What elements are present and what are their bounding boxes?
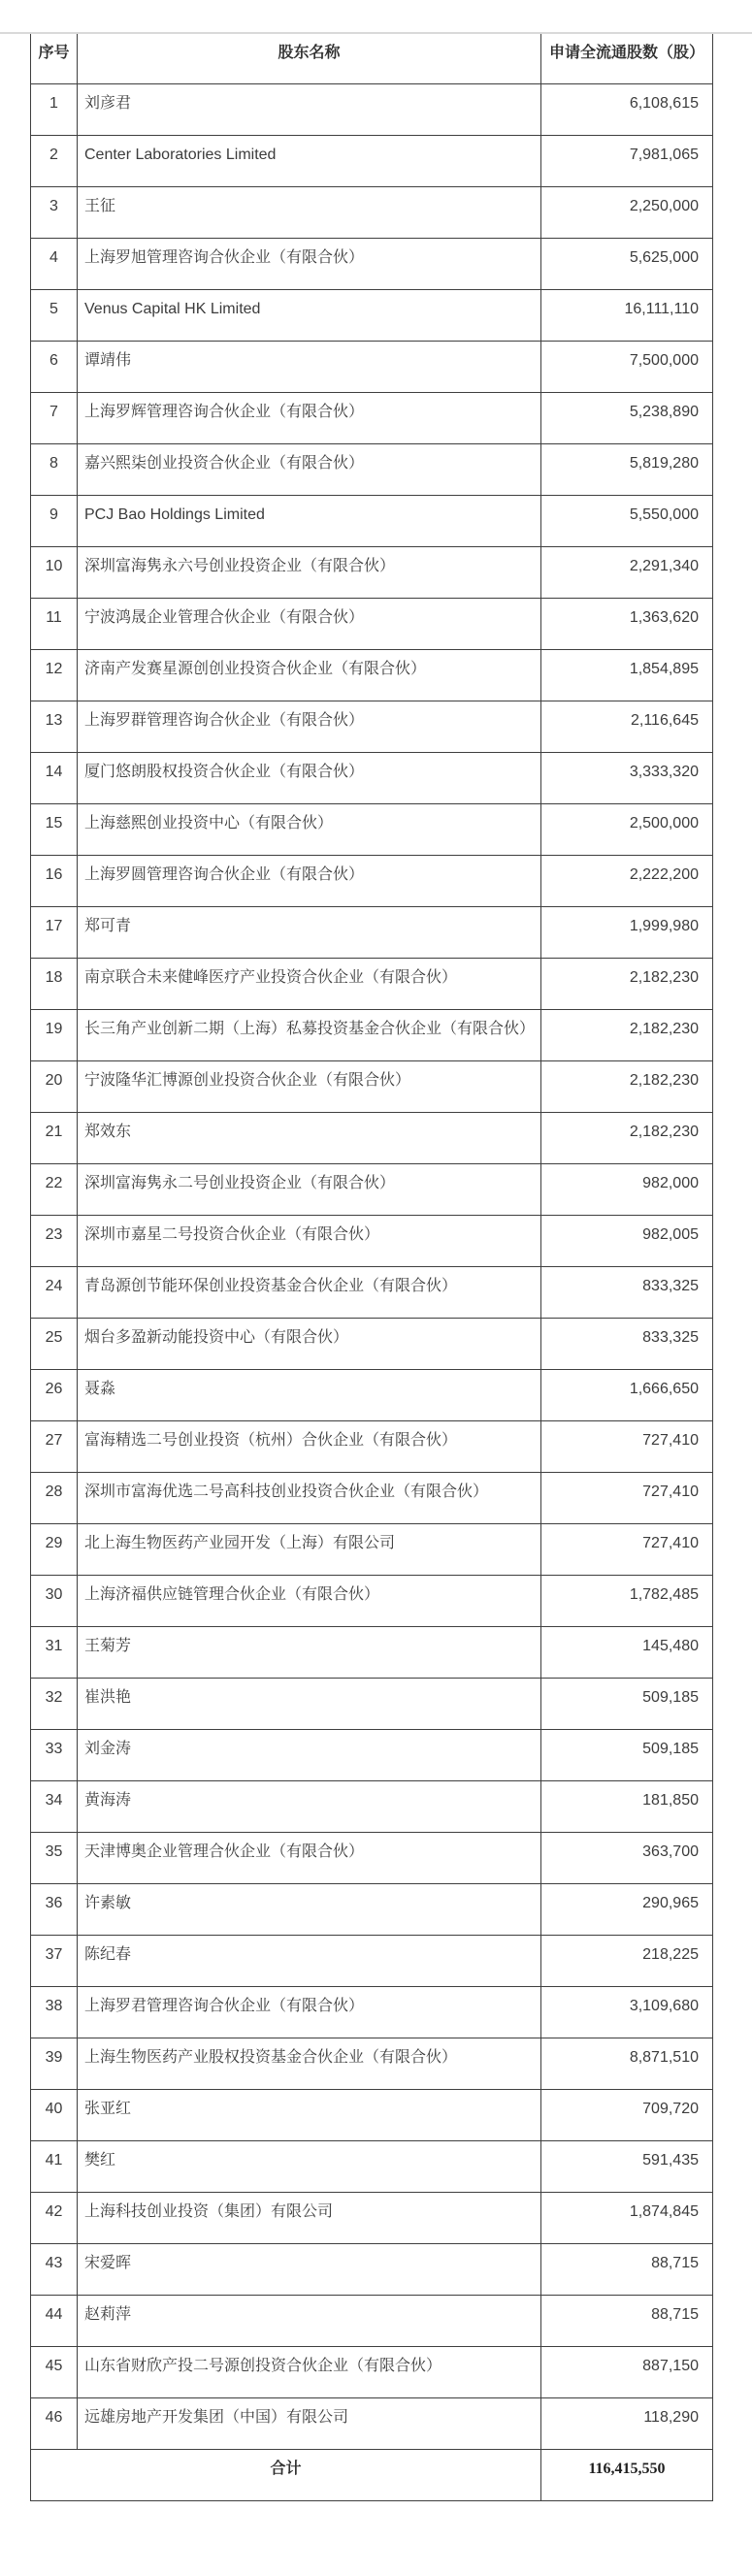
shares-cell: 1,874,845 (541, 2193, 713, 2244)
row-index-cell: 21 (31, 1113, 78, 1164)
shares-cell: 88,715 (541, 2244, 713, 2296)
total-value: 116,415,550 (541, 2450, 713, 2501)
table-total-row (31, 2450, 713, 2501)
shareholder-name-cell: 谭靖伟 (78, 342, 541, 393)
row-index-cell: 25 (31, 1319, 78, 1370)
table-header-row (31, 33, 713, 84)
row-index-cell: 29 (31, 1524, 78, 1576)
table-row (31, 1164, 713, 1216)
table-row (31, 1113, 713, 1164)
shareholder-name-cell: 张亚红 (78, 2090, 541, 2141)
table-row (31, 753, 713, 804)
row-index-cell: 26 (31, 1370, 78, 1421)
shareholder-name-cell: Venus Capital HK Limited (78, 290, 541, 342)
shares-cell: 6,108,615 (541, 84, 713, 136)
shareholder-name-cell: 南京联合未来健峰医疗产业投资合伙企业（有限合伙） (78, 959, 541, 1010)
row-index-cell: 35 (31, 1833, 78, 1884)
shares-cell: 727,410 (541, 1473, 713, 1524)
shareholder-name-cell: 刘金涛 (78, 1730, 541, 1781)
row-index-cell: 28 (31, 1473, 78, 1524)
table-row (31, 1884, 713, 1936)
table-row (31, 650, 713, 701)
total-label: 合计 (31, 2450, 541, 2501)
shares-cell: 833,325 (541, 1319, 713, 1370)
shares-cell: 5,550,000 (541, 496, 713, 547)
shareholder-name-cell: 厦门悠朗股权投资合伙企业（有限合伙） (78, 753, 541, 804)
shares-cell: 2,116,645 (541, 701, 713, 753)
table-row (31, 1627, 713, 1679)
row-index-cell: 22 (31, 1164, 78, 1216)
row-index-cell: 36 (31, 1884, 78, 1936)
row-index-cell: 17 (31, 907, 78, 959)
row-index-cell: 23 (31, 1216, 78, 1267)
shares-cell: 7,981,065 (541, 136, 713, 187)
shares-cell: 727,410 (541, 1524, 713, 1576)
shares-cell: 1,999,980 (541, 907, 713, 959)
table-row (31, 959, 713, 1010)
row-index-cell: 43 (31, 2244, 78, 2296)
row-index-cell: 6 (31, 342, 78, 393)
row-index-cell: 16 (31, 856, 78, 907)
row-index-cell: 13 (31, 701, 78, 753)
row-index-cell: 3 (31, 187, 78, 239)
table-row (31, 547, 713, 599)
column-header-name: 股东名称 (78, 33, 541, 84)
shares-cell: 2,500,000 (541, 804, 713, 856)
shareholder-name-cell: 郑可青 (78, 907, 541, 959)
row-index-cell: 11 (31, 599, 78, 650)
table-row (31, 1730, 713, 1781)
row-index-cell: 27 (31, 1421, 78, 1473)
shareholder-name-cell: 济南产发赛星源创创业投资合伙企业（有限合伙） (78, 650, 541, 701)
shares-cell: 5,625,000 (541, 239, 713, 290)
shares-cell: 1,363,620 (541, 599, 713, 650)
shareholder-name-cell: 深圳富海隽永六号创业投资企业（有限合伙） (78, 547, 541, 599)
shares-cell: 8,871,510 (541, 2038, 713, 2090)
row-index-cell: 44 (31, 2296, 78, 2347)
shares-cell: 290,965 (541, 1884, 713, 1936)
table-row (31, 239, 713, 290)
table-row (31, 2038, 713, 2090)
shares-cell: 509,185 (541, 1730, 713, 1781)
shares-cell: 709,720 (541, 2090, 713, 2141)
shareholder-name-cell: 许素敏 (78, 1884, 541, 1936)
shareholder-name-cell: 郑效东 (78, 1113, 541, 1164)
shares-cell: 887,150 (541, 2347, 713, 2398)
shares-cell: 16,111,110 (541, 290, 713, 342)
table-row (31, 1061, 713, 1113)
shareholder-name-cell: 青岛源创节能环保创业投资基金合伙企业（有限合伙） (78, 1267, 541, 1319)
row-index-cell: 33 (31, 1730, 78, 1781)
row-index-cell: 42 (31, 2193, 78, 2244)
shares-cell: 5,238,890 (541, 393, 713, 444)
page-top-divider (0, 32, 752, 34)
shareholder-name-cell: 上海罗君管理咨询合伙企业（有限合伙） (78, 1987, 541, 2038)
table-row (31, 1679, 713, 1730)
shareholder-name-cell: 宁波鸿晟企业管理合伙企业（有限合伙） (78, 599, 541, 650)
row-index-cell: 40 (31, 2090, 78, 2141)
table-row (31, 84, 713, 136)
shareholder-name-cell: 深圳市嘉星二号投资合伙企业（有限合伙） (78, 1216, 541, 1267)
shares-cell: 2,182,230 (541, 1061, 713, 1113)
table-body (31, 84, 713, 2450)
shares-cell: 88,715 (541, 2296, 713, 2347)
table-row (31, 1473, 713, 1524)
row-index-cell: 37 (31, 1936, 78, 1987)
shares-cell: 218,225 (541, 1936, 713, 1987)
shares-cell: 2,182,230 (541, 959, 713, 1010)
shareholder-name-cell: 王菊芳 (78, 1627, 541, 1679)
shareholder-name-cell: 上海罗旭管理咨询合伙企业（有限合伙） (78, 239, 541, 290)
shareholder-name-cell: 宁波隆华汇博源创业投资合伙企业（有限合伙） (78, 1061, 541, 1113)
table-row (31, 290, 713, 342)
table-row (31, 342, 713, 393)
shares-cell: 509,185 (541, 1679, 713, 1730)
shareholder-name-cell: 天津博奥企业管理合伙企业（有限合伙） (78, 1833, 541, 1884)
table-row (31, 2141, 713, 2193)
table-row (31, 1421, 713, 1473)
shares-cell: 145,480 (541, 1627, 713, 1679)
shares-cell: 833,325 (541, 1267, 713, 1319)
shares-cell: 5,819,280 (541, 444, 713, 496)
table-row (31, 1010, 713, 1061)
row-index-cell: 8 (31, 444, 78, 496)
shareholder-name-cell: 远雄房地产开发集团（中国）有限公司 (78, 2398, 541, 2450)
shares-cell: 591,435 (541, 2141, 713, 2193)
shareholder-name-cell: 深圳富海隽永二号创业投资企业（有限合伙） (78, 1164, 541, 1216)
shares-cell: 3,333,320 (541, 753, 713, 804)
shares-cell: 118,290 (541, 2398, 713, 2450)
shareholder-name-cell: 上海罗圆管理咨询合伙企业（有限合伙） (78, 856, 541, 907)
shareholder-name-cell: 上海科技创业投资（集团）有限公司 (78, 2193, 541, 2244)
row-index-cell: 9 (31, 496, 78, 547)
table-row (31, 444, 713, 496)
row-index-cell: 4 (31, 239, 78, 290)
shareholder-name-cell: 刘彦君 (78, 84, 541, 136)
row-index-cell: 39 (31, 2038, 78, 2090)
row-index-cell: 19 (31, 1010, 78, 1061)
table-row (31, 1781, 713, 1833)
table-row (31, 187, 713, 239)
shares-cell: 2,250,000 (541, 187, 713, 239)
table-row (31, 1576, 713, 1627)
row-index-cell: 41 (31, 2141, 78, 2193)
shares-cell: 3,109,680 (541, 1987, 713, 2038)
table-row (31, 1524, 713, 1576)
shares-cell: 7,500,000 (541, 342, 713, 393)
row-index-cell: 2 (31, 136, 78, 187)
table-row (31, 1987, 713, 2038)
table-row (31, 2347, 713, 2398)
shareholder-name-cell: Center Laboratories Limited (78, 136, 541, 187)
shares-cell: 727,410 (541, 1421, 713, 1473)
shares-cell: 982,000 (541, 1164, 713, 1216)
column-header-index: 序号 (31, 33, 78, 84)
row-index-cell: 1 (31, 84, 78, 136)
shareholder-name-cell: 王征 (78, 187, 541, 239)
table-row (31, 1319, 713, 1370)
shareholder-name-cell: 崔洪艳 (78, 1679, 541, 1730)
shareholder-name-cell: 北上海生物医药产业园开发（上海）有限公司 (78, 1524, 541, 1576)
shares-cell: 1,666,650 (541, 1370, 713, 1421)
shareholder-name-cell: 深圳市富海优选二号高科技创业投资合伙企业（有限合伙） (78, 1473, 541, 1524)
shares-cell: 982,005 (541, 1216, 713, 1267)
shares-cell: 2,182,230 (541, 1113, 713, 1164)
table-row (31, 1833, 713, 1884)
shareholder-name-cell: PCJ Bao Holdings Limited (78, 496, 541, 547)
shareholder-name-cell: 山东省财欣产投二号源创投资合伙企业（有限合伙） (78, 2347, 541, 2398)
row-index-cell: 31 (31, 1627, 78, 1679)
shares-cell: 181,850 (541, 1781, 713, 1833)
shareholder-name-cell: 上海罗群管理咨询合伙企业（有限合伙） (78, 701, 541, 753)
table-row (31, 1216, 713, 1267)
table-row (31, 2398, 713, 2450)
shareholder-name-cell: 上海生物医药产业股权投资基金合伙企业（有限合伙） (78, 2038, 541, 2090)
table-row (31, 1267, 713, 1319)
column-header-shares: 申请全流通股数（股） (541, 33, 713, 84)
row-index-cell: 32 (31, 1679, 78, 1730)
shareholder-name-cell: 宋爱晖 (78, 2244, 541, 2296)
shareholder-name-cell: 陈纪春 (78, 1936, 541, 1987)
row-index-cell: 38 (31, 1987, 78, 2038)
table-row (31, 2244, 713, 2296)
shareholder-name-cell: 上海济福供应链管理合伙企业（有限合伙） (78, 1576, 541, 1627)
table-row (31, 1370, 713, 1421)
shareholder-name-cell: 赵莉萍 (78, 2296, 541, 2347)
table-row (31, 599, 713, 650)
table-row (31, 2296, 713, 2347)
table-row (31, 136, 713, 187)
table-row (31, 496, 713, 547)
shares-cell: 2,182,230 (541, 1010, 713, 1061)
table-row (31, 2193, 713, 2244)
row-index-cell: 5 (31, 290, 78, 342)
row-index-cell: 24 (31, 1267, 78, 1319)
table-row (31, 393, 713, 444)
row-index-cell: 34 (31, 1781, 78, 1833)
table-row (31, 701, 713, 753)
shares-cell: 1,782,485 (541, 1576, 713, 1627)
row-index-cell: 20 (31, 1061, 78, 1113)
shareholders-table (30, 32, 713, 2501)
shares-cell: 2,222,200 (541, 856, 713, 907)
table-row (31, 804, 713, 856)
row-index-cell: 46 (31, 2398, 78, 2450)
table-row (31, 907, 713, 959)
shareholder-name-cell: 上海慈熙创业投资中心（有限合伙） (78, 804, 541, 856)
shareholder-name-cell: 黄海涛 (78, 1781, 541, 1833)
shareholder-name-cell: 嘉兴熙柒创业投资合伙企业（有限合伙） (78, 444, 541, 496)
row-index-cell: 7 (31, 393, 78, 444)
row-index-cell: 10 (31, 547, 78, 599)
shareholder-name-cell: 聂淼 (78, 1370, 541, 1421)
shareholder-name-cell: 上海罗辉管理咨询合伙企业（有限合伙） (78, 393, 541, 444)
shareholder-name-cell: 樊红 (78, 2141, 541, 2193)
row-index-cell: 14 (31, 753, 78, 804)
shareholder-name-cell: 烟台多盈新动能投资中心（有限合伙） (78, 1319, 541, 1370)
shares-cell: 363,700 (541, 1833, 713, 1884)
row-index-cell: 30 (31, 1576, 78, 1627)
shares-cell: 2,291,340 (541, 547, 713, 599)
row-index-cell: 18 (31, 959, 78, 1010)
shareholder-name-cell: 富海精选二号创业投资（杭州）合伙企业（有限合伙） (78, 1421, 541, 1473)
shares-cell: 1,854,895 (541, 650, 713, 701)
table-row (31, 856, 713, 907)
row-index-cell: 12 (31, 650, 78, 701)
row-index-cell: 45 (31, 2347, 78, 2398)
row-index-cell: 15 (31, 804, 78, 856)
shareholder-name-cell: 长三角产业创新二期（上海）私募投资基金合伙企业（有限合伙） (78, 1010, 541, 1061)
table-row (31, 1936, 713, 1987)
table-row (31, 2090, 713, 2141)
